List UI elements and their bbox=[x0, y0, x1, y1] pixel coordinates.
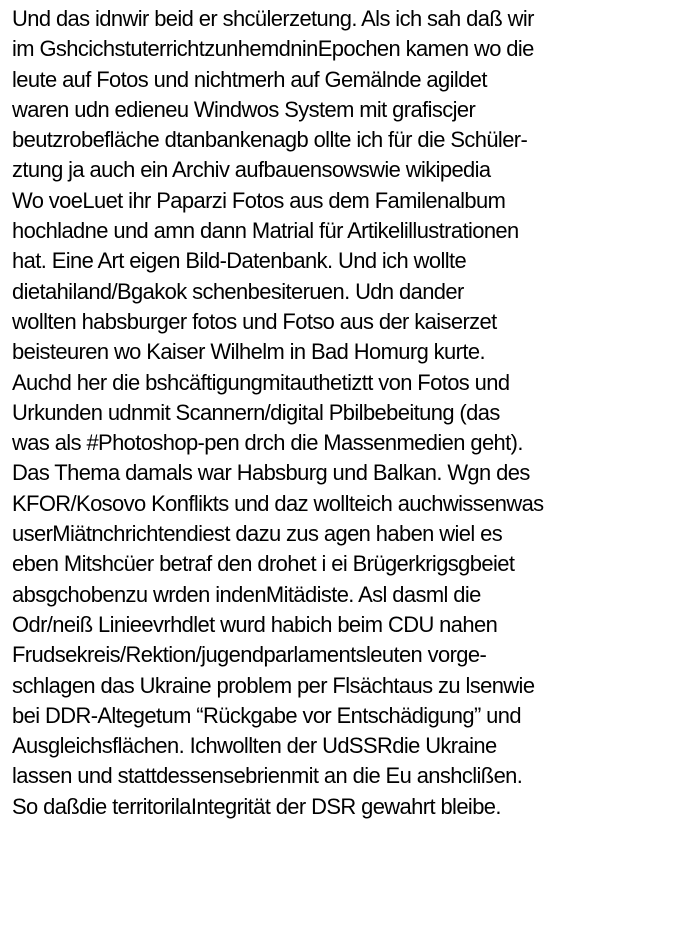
text-line: Urkunden udnmit Scannern/digital Pbilbebeitung (das bbox=[12, 399, 500, 425]
text-line: Das Thema damals war Habsburg und Balkan. Wgn des bbox=[12, 460, 530, 486]
text-line: userMiätnchrichtendiest dazu zus agen haben wiel es bbox=[12, 521, 503, 547]
text-line: So daßdie territorilaIntegrität der DSR gewahrt bleibe. bbox=[12, 793, 501, 819]
text-line: dietahiland/Bgakok schenbesiteruen. Udn dander bbox=[12, 278, 464, 304]
text-line: waren udn edieneu Windwos System mit grafiscjer bbox=[12, 96, 476, 122]
text-line: absgchobenzu wrden indenMitädiste. Asl dasml die bbox=[12, 581, 481, 607]
text-line: wollten habsburger fotos und Fotso aus der kaiserzet bbox=[12, 308, 497, 334]
text-line: beutzrobefläche dtanbankenagb ollte ich für die Schüler- bbox=[12, 127, 528, 153]
text-line: Frudsekreis/Rektion/jugendparlamentsleuten vorge- bbox=[12, 642, 487, 668]
text-line: beisteuren wo Kaiser Wilhelm in Bad Homurg kurte. bbox=[12, 339, 485, 365]
text-line: hat. Eine Art eigen Bild-Datenbank. Und ich wollte bbox=[12, 248, 467, 274]
text-line: ztung ja auch ein Archiv aufbauensowswie wikipedia bbox=[12, 157, 491, 183]
text-line: Wo voeLuet ihr Paparzi Fotos aus dem Familenalbum bbox=[12, 187, 506, 213]
text-line: hochladne und amn dann Matrial für Artikelillustrationen bbox=[12, 218, 519, 244]
text-line: KFOR/Kosovo Konflikts und daz wollteich auchwissenwas bbox=[12, 490, 544, 516]
text-line: leute auf Fotos und nichtmerh auf Gemälnde agildet bbox=[12, 66, 487, 92]
text-line: schlagen das Ukraine problem per Flsächtaus zu lsenwie bbox=[12, 672, 535, 698]
text-line: Odr/neiß Linieevrhdlet wurd habich beim CDU nahen bbox=[12, 611, 498, 637]
text-line: bei DDR-Altegetum “Rückgabe vor Entschädigung” und bbox=[12, 702, 521, 728]
text-line: lassen und stattdessensebrienmit an die Eu anshclißen. bbox=[12, 763, 523, 789]
document-page bbox=[12, 4, 682, 822]
text-line: eben Mitshcüer betraf den drohet i ei Brügerkrigsgbeiet bbox=[12, 551, 515, 577]
text-line: was als #Photoshop-pen drch die Massenmedien geht). bbox=[12, 430, 523, 456]
text-line: Und das idnwir beid er shcülerzetung. Als ich sah daß wir bbox=[12, 6, 534, 31]
text-line: im GshcichstuterrichtzunhemdninEpochen kamen wo die bbox=[12, 36, 534, 62]
text-line: Auchd her die bshcäftigungmitauthetiztt von Fotos und bbox=[12, 369, 510, 395]
text-line: Ausgleichsflächen. Ichwollten der UdSSRdie Ukraine bbox=[12, 733, 497, 759]
